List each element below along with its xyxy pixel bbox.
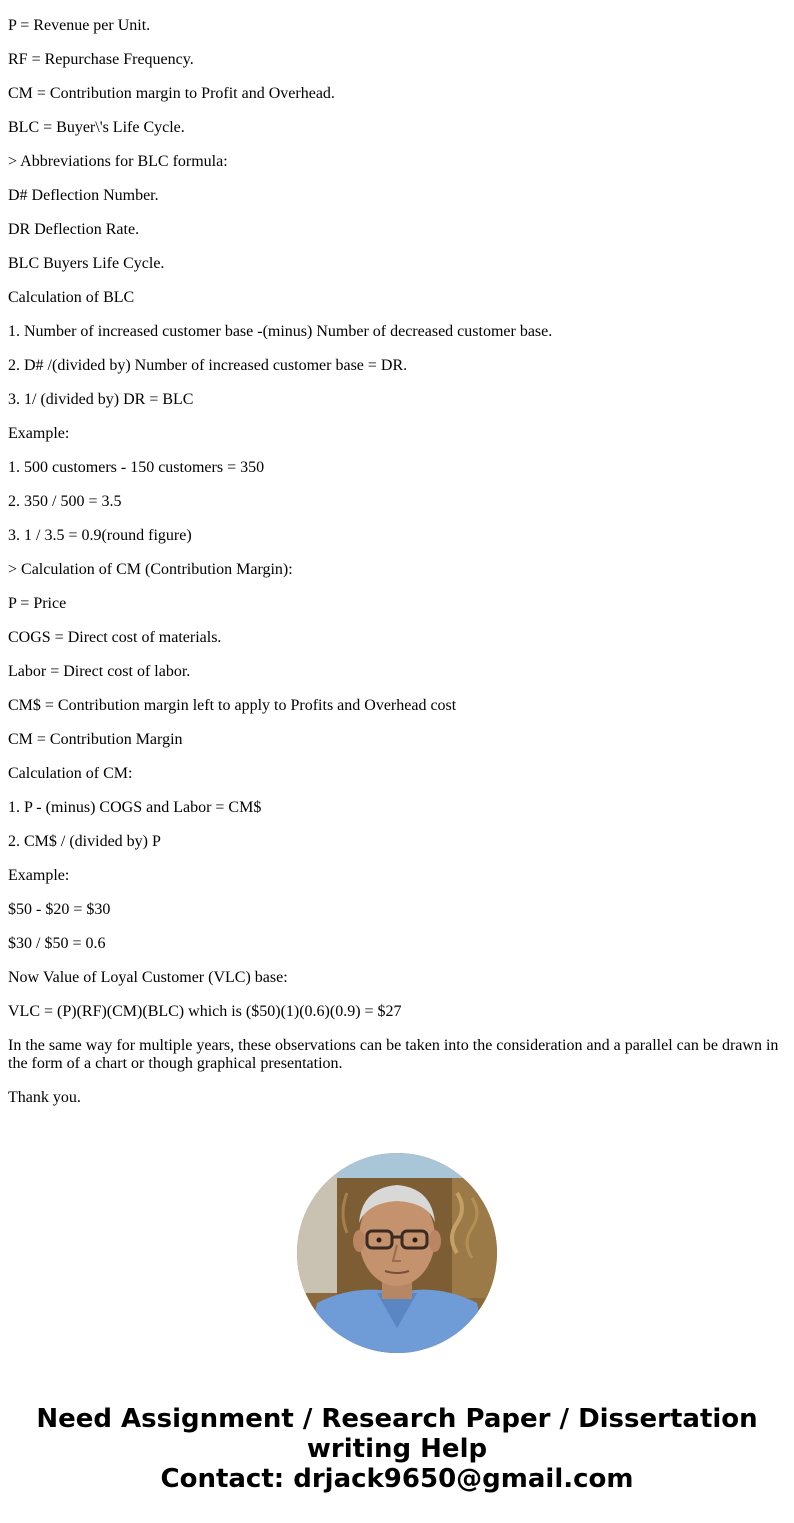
- text-line: 3. 1/ (divided by) DR = BLC: [8, 391, 194, 408]
- text-line: Example:: [8, 867, 70, 884]
- text-line: P = Price: [8, 595, 67, 612]
- text-line: Calculation of BLC: [8, 289, 135, 306]
- text-line: VLC = (P)(RF)(CM)(BLC) which is ($50)(1)(0.6)(0.9) = $27: [8, 1003, 402, 1020]
- text-line: Labor = Direct cost of labor.: [8, 663, 191, 680]
- text-line: P = Revenue per Unit.: [8, 17, 151, 34]
- text-line: 1. P - (minus) COGS and Labor = CM$: [8, 799, 262, 816]
- text-line: RF = Repurchase Frequency.: [8, 51, 194, 68]
- text-line: $30 / $50 = 0.6: [8, 935, 106, 952]
- text-line: BLC Buyers Life Cycle.: [8, 255, 165, 272]
- text-line: 1. 500 customers - 150 customers = 350: [8, 459, 265, 476]
- text-line: D# Deflection Number.: [8, 187, 159, 204]
- text-line: Now Value of Loyal Customer (VLC) base:: [8, 969, 288, 986]
- text-line: Calculation of CM:: [8, 765, 133, 782]
- text-line: 2. 350 / 500 = 3.5: [8, 493, 122, 510]
- promo-contact: Contact: drjack9650@gmail.com: [160, 1464, 634, 1494]
- text-line: > Abbreviations for BLC formula:: [8, 153, 228, 170]
- text-line: COGS = Direct cost of materials.: [8, 629, 222, 646]
- text-line: CM$ = Contribution margin left to apply to Profits and Overhead cost: [8, 697, 457, 714]
- promo-banner: [0, 1404, 794, 1494]
- clipped-top-line: [8, 0, 786, 1]
- text-line: BLC = Buyer\'s Life Cycle.: [8, 119, 185, 136]
- text-line: 2. D# /(divided by) Number of increased customer base = DR.: [8, 357, 408, 374]
- text-paragraph: In the same way for multiple years, these observations can be taken into the consideration and a parallel can be drawn in the form of a chart or though graphical presentation.: [8, 1037, 779, 1072]
- promo-line-1: Need Assignment / Research Paper / Dissertation: [36, 1404, 758, 1434]
- document-body: [8, 0, 786, 1123]
- text-line: $50 - $20 = $30: [8, 901, 111, 918]
- text-line: 1. Number of increased customer base -(minus) Number of decreased customer base.: [8, 323, 553, 340]
- text-line: CM = Contribution Margin: [8, 731, 183, 748]
- text-line: > Calculation of CM (Contribution Margin):: [8, 561, 293, 578]
- author-avatar: [297, 1153, 497, 1353]
- text-line: 3. 1 / 3.5 = 0.9(round figure): [8, 527, 192, 544]
- promo-line-2: writing Help: [306, 1434, 488, 1464]
- text-line: 2. CM$ / (divided by) P: [8, 833, 161, 850]
- text-line: CM = Contribution margin to Profit and Overhead.: [8, 85, 335, 102]
- text-line: Thank you.: [8, 1089, 81, 1106]
- text-line: Example:: [8, 425, 70, 442]
- text-line: DR Deflection Rate.: [8, 221, 140, 238]
